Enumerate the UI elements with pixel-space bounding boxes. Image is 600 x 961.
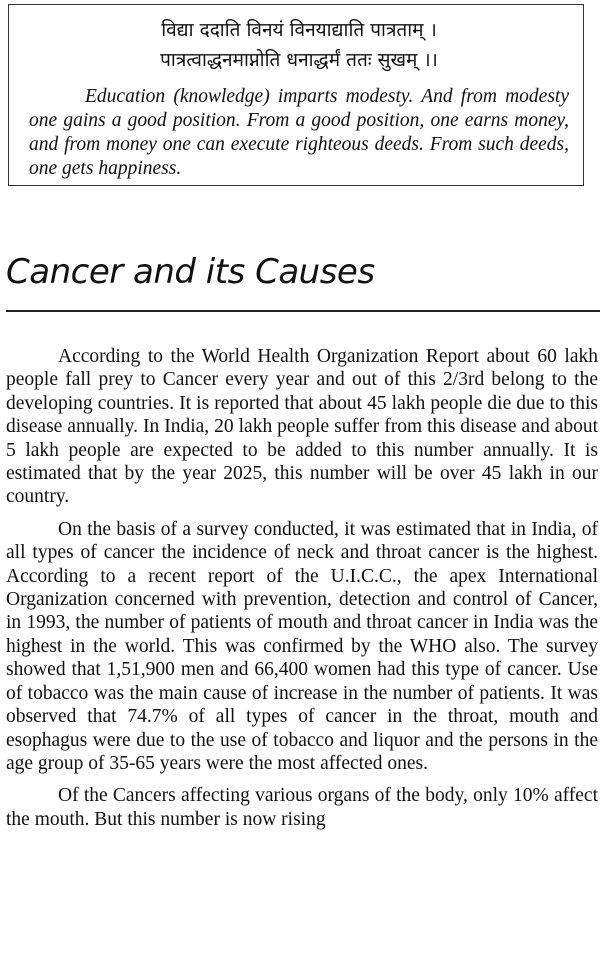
body-paragraph: On the basis of a survey conducted, it was estimated that in India, of all types of cancer the incidence of neck and throat cancer is the highest. According to a recent report of the U.I.C.C., the apex International Organization concerned with prevention, detection and control of Cancer, in 1993, the number of patients of mouth and throat cancer in India was the highest in the world. This was confirmed by the WHO also. The survey showed that 1,51,900 men and 66,400 women had this type of cancer. Use of tobacco was the main cause of increase in the number of patients. It was observed that 74.7% of all types of cancer in the throat, mouth and esophagus were due to the use of tobacco and liquor and the persons in the age group of 35-65 years were the most affected ones. (6, 518, 598, 774)
quote-box (8, 4, 584, 186)
body-paragraph: According to the World Health Organization Report about 60 lakh people fall prey to Cancer every year and out of this 2/3rd belong to the developing countries. It is reported that about 45 lakh people die due to this disease annually. In India, 20 lakh people suffer from this disease and about 5 lakh people are expected to be added to this number annually. It is estimated that by the year 2025, this number will be over 45 lakh in our country. (6, 346, 598, 508)
sanskrit-verse-line-2: पात्रत्वाद्धनमाप्नोति धनाद्धर्मं ततः सुखम् ।। (160, 49, 438, 71)
body-paragraph: Of the Cancers affecting various organs of the body, only 10% affect the mouth. But this number is now rising (6, 785, 598, 830)
sanskrit-verse-line-1: विद्या ददाति विनयं विनयाद्याति पात्रताम् । (161, 19, 437, 41)
title-divider (6, 310, 600, 312)
verse-translation: Education (knowledge) imparts modesty. And from modesty one gains a good position. From a good position, one earns money, and from money one can execute righteous deeds. From such deeds, one gets happiness. (29, 86, 569, 179)
article-title: Cancer and its Causes (6, 252, 375, 292)
article-body (6, 345, 598, 840)
